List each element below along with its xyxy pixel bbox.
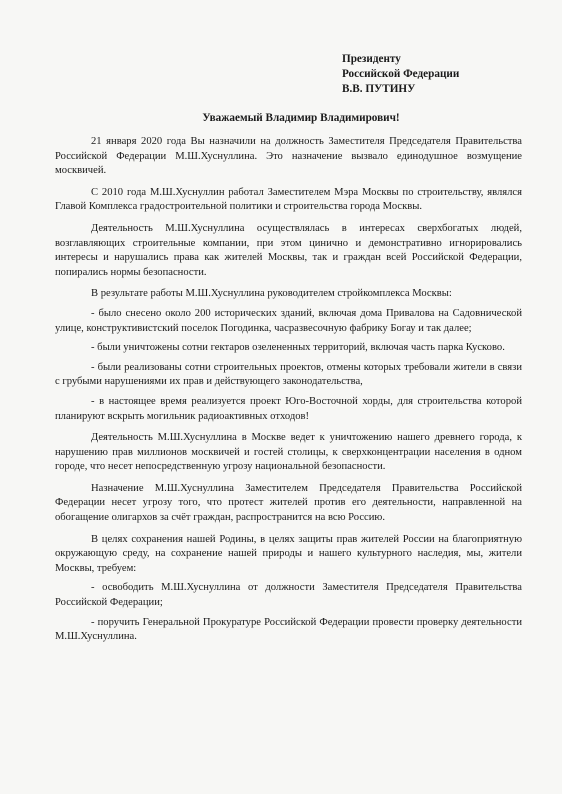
paragraph-4: В результате работы М.Ш.Хуснуллина руководителем стройкомплекса Москвы: [91,288,452,300]
list-item-1: - было снесено около 200 исторических зданий, включая дома Привалова на Садовнической улице, конструктивистский поселок Погодинка, часразвесочную фабрику Богау и так далее; [55,307,522,334]
paragraph-5: Деятельность М.Ш.Хуснуллина в Москве ведет к уничтожению нашего древнего города, к нарушению прав миллионов москвичей и гостей столицы, к сверхконцентрации населения в одном городе, что несет непосредственную угрозу национальной безопасности. [55,432,522,473]
addressee-line-3: В.В. ПУТИНУ [342,83,416,95]
addressee-line-2: Российской Федерации [342,68,460,80]
paragraph-3: Деятельность М.Ш.Хуснуллина осуществлялась в интересах сверхбогатых людей, возглавляющих строительные компании, при этом цинично и демонстративно игнорировались интересы и нарушались права как жителей Москвы, так и граждан всей Российской Федерации, попирались нормы безопасности. [55,222,522,278]
letter-body [55,135,522,650]
demand-2: - поручить Генеральной Прокуратуре Российской Федерации провести проверку деятельности М.Ш.Хуснуллина. [55,616,522,643]
paragraph-2: С 2010 года М.Ш.Хуснуллин работал Заместителем Мэра Москвы по строительству, являлся Главой Комплекса градостроительной политики и строительства города Москвы. [55,186,522,213]
paragraph-1: 21 января 2020 года Вы назначили на должность Заместителя Председателя Правительства Российской Федерации М.Ш.Хуснуллина. Это назначение вызвало единодушное возмущение москвичей. [55,136,522,177]
addressee-block [342,52,459,97]
list-item-2: - были уничтожены сотни гектаров озелененных территорий, включая часть парка Кусково. [91,342,505,354]
addressee-line-1: Президенту [342,53,401,65]
demand-1: - освободить М.Ш.Хуснуллина от должности Заместителя Председателя Правительства Российской Федерации; [55,582,522,609]
list-item-3: - были реализованы сотни строительных проектов, отмены которых требовали жители в связи с грубыми нарушениями их прав и действующего законодательства, [55,361,522,388]
salutation: Уважаемый Владимир Владимирович! [202,112,400,124]
paragraph-7: В целях сохранения нашей Родины, в целях защиты прав жителей России на благоприятную окружающую среду, на сохранение нашей природы и нашего культурного наследия, мы, жители Москвы, требуем: [55,533,522,574]
list-item-4: - в настоящее время реализуется проект Юго-Восточной хорды, для строительства которой планируют вскрыть могильник радиоактивных отходов! [55,395,522,422]
paragraph-6: Назначение М.Ш.Хуснуллина Заместителем Председателя Правительства Российской Федерации несет угрозу того, что протест жителей против его деятельности, направленной на обогащение олигархов за счёт граждан, распространится на всю Россию. [55,482,522,524]
